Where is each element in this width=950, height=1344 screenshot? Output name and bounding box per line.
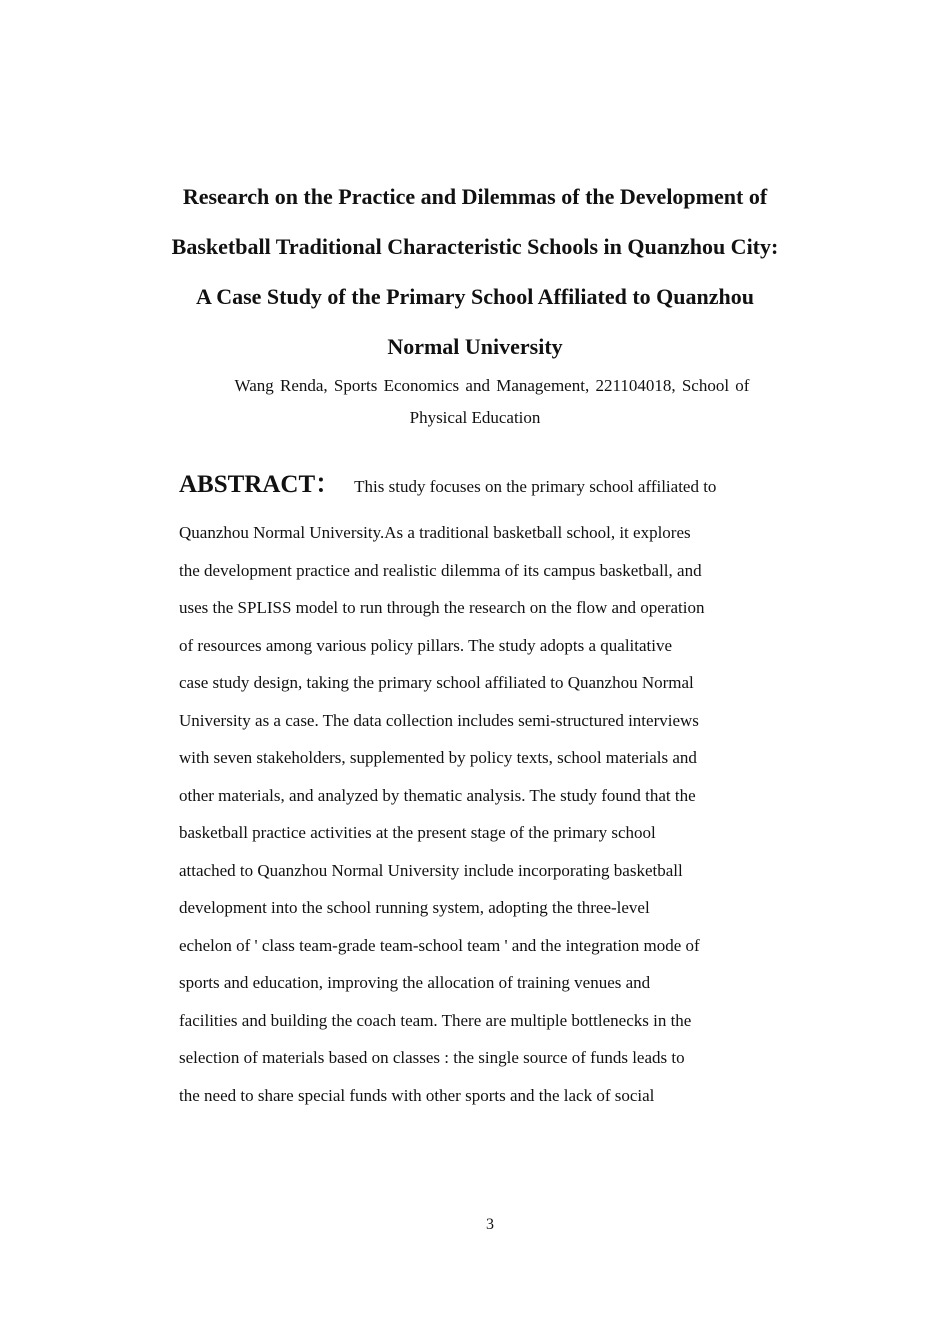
paper-title — [90, 172, 860, 372]
abstract-text-line: case study design, taking the primary school affiliated to Quanzhou Normal — [179, 673, 694, 692]
abstract-text-line: Quanzhou Normal University.As a traditional basketball school, it explores — [179, 523, 691, 542]
title-line: Research on the Practice and Dilemmas of the Development of — [182, 184, 768, 209]
abstract-text-line: the development practice and realistic dilemma of its campus basketball, and — [179, 560, 702, 580]
abstract-section — [179, 462, 799, 1114]
author-info — [0, 370, 950, 434]
title-line: Normal University — [387, 334, 563, 359]
abstract-text-line: University as a case. The data collection includes semi-structured interviews — [179, 710, 699, 730]
abstract-text-line: This study focuses on the primary school affiliated to — [354, 477, 717, 496]
abstract-text-line: development into the school running system, adopting the three-level — [179, 898, 650, 917]
abstract-text-line: uses the SPLISS model to run through the research on the flow and operation — [179, 598, 705, 617]
page-number: 3 — [486, 1216, 494, 1233]
abstract-text-line: the need to share special funds with other sports and the lack of social — [179, 1085, 655, 1105]
abstract-text-line: of resources among various policy pillars. The study adopts a qualitative — [179, 635, 673, 655]
abstract-text-line: other materials, and analyzed by thematic analysis. The study found that the — [179, 785, 696, 805]
abstract-text-line: sports and education, improving the allocation of training venues and — [179, 973, 651, 992]
abstract-text-line: basketball practice activities at the present stage of the primary school — [179, 823, 656, 842]
author-affiliation: Physical Education — [409, 408, 541, 427]
abstract-text-line: echelon of ' class team-grade team-school team ' and the integration mode of — [179, 935, 700, 955]
title-line: A Case Study of the Primary School Affiliated to Quanzhou — [196, 284, 754, 309]
author-line: Wang Renda, Sports Economics and Management, 221104018, School of — [234, 376, 750, 395]
title-line: Basketball Traditional Characteristic Schools in Quanzhou City: — [171, 234, 779, 259]
abstract-text-line: attached to Quanzhou Normal University include incorporating basketball — [179, 860, 683, 880]
abstract-text-line: selection of materials based on classes : the single source of funds leads to — [179, 1048, 685, 1067]
abstract-text-line: facilities and building the coach team. There are multiple bottlenecks in the — [179, 1010, 692, 1030]
abstract-first-line — [179, 462, 799, 514]
abstract-text-line: with seven stakeholders, supplemented by policy texts, school materials and — [179, 748, 697, 767]
abstract-label: ABSTRACT： — [179, 471, 341, 498]
